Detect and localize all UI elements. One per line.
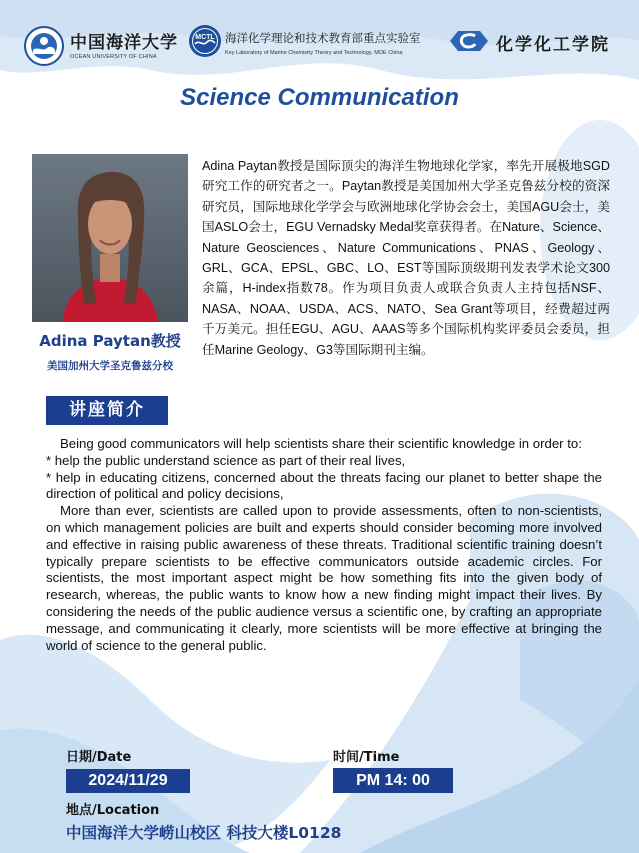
speaker-name: Adina Paytan教授 — [39, 332, 181, 350]
abstract-bullet: * help the public understand science as part of their real lives, — [46, 452, 406, 468]
section-heading — [46, 396, 168, 425]
speaker-photo — [32, 154, 188, 322]
location-label: 地点/Location — [66, 803, 160, 818]
ouc-name-en: OCEAN UNIVERSITY OF CHINA — [70, 54, 157, 60]
location-value: 中国海洋大学崂山校区 科技大楼L0128 — [66, 824, 342, 842]
ouc-name — [70, 28, 178, 60]
mctl-lab-logo-icon — [188, 24, 222, 58]
lab-logo-text: MCTL — [195, 34, 215, 41]
lecture-abstract — [46, 436, 602, 654]
lab-name-en: Key Laboratory of Marine Chemistry Theory and Technology, MOE China — [225, 50, 403, 56]
speaker-affiliation: 美国加州大学圣克鲁兹分校 — [47, 360, 173, 372]
school-name: 化学化工学院 — [496, 35, 610, 55]
page-title: Science Communication — [180, 84, 459, 111]
header — [0, 0, 639, 78]
abstract-bullet: * help in educating citizens, concerned about the threats facing our planet to better shape the direction of political and policy decisions, — [46, 469, 602, 502]
chem-school-logo-icon — [448, 28, 490, 54]
abstract-paragraph: Being good communicators will help scientists share their scientific knowledge in order to: — [60, 436, 582, 451]
ouc-seal-logo-icon — [24, 26, 64, 66]
time-label: 时间/Time — [333, 750, 400, 765]
ouc-name-cn: 中国海洋大学 — [70, 33, 178, 53]
speaker-bio: Adina Paytan教授是国际顶尖的海洋生物地球化学家，率先开展极地SGD研究工作的研究者之一。Paytan教授是美国加州大学圣克鲁兹分校的资深研究员，国际地球化学学会与欧洲地球化学协会会士，美国AGU会士，美国ASLO会士，EGU Vernadsky Medal奖章获得者。在Nature、Science、Nature Geosciences、Nature Communications、PNAS、Geology、GRL、GCA、EPSL、GBC、LO、EST等国际顶级期刊发表学术论文300余篇，H-index指数78。作为项目负责人或联合负责人主持包括NSF、NASA、NOAA、USDA、ACS、NATO、Sea Grant等项目，经费超过两千万美元。担任EGU、AGU、AAAS等多个国际机构奖评委员会委员，担任Marine Geology、G3等国际期刊主编。 — [202, 159, 610, 357]
lab-name — [225, 30, 440, 56]
time-value: PM 14: 00 — [333, 768, 453, 793]
section-heading-label: 讲座简介 — [69, 400, 145, 420]
abstract-paragraph: More than ever, scientists are called upon to provide assessments, often to non-scientists, on which management policies are built and experts should consider becoming more involved and effective in raising public awareness of these threats. Traditional scientific training doesn’t typically prepare scientists to be effective communicators outside academic circles. For scientists, the most important aspect might be how something fits into the given body of research, whereas, the public wants to know how a new finding might impact their lives. By considering the needs of the public audience versus a scientific one, by crafting an appropriate message, and communicating it clearly, more scientists will be more effective at bringing the world of science to the general public. — [46, 503, 602, 653]
date-value: 2024/11/29 — [66, 769, 190, 793]
date-label: 日期/Date — [66, 750, 132, 765]
lab-name-cn: 海洋化学理论和技术教育部重点实验室 — [225, 31, 421, 45]
